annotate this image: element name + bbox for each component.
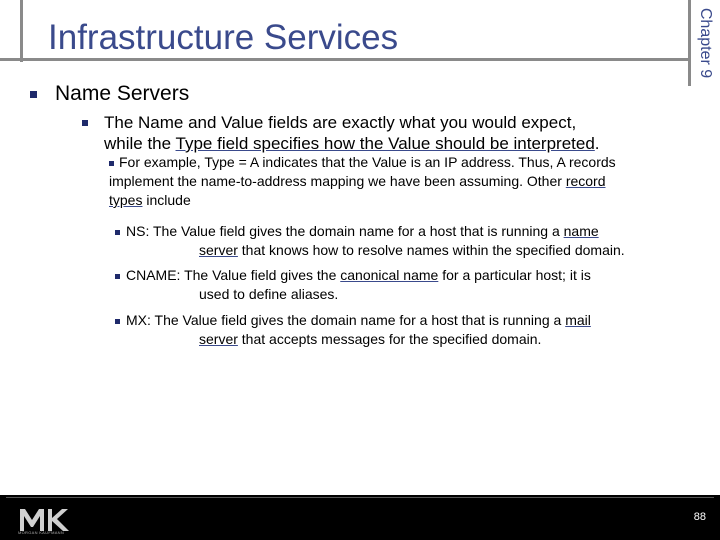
- ns-line1-pre: NS: The Value field gives the domain name for a host that is running a: [126, 223, 564, 239]
- mx-line1-pre: MX: The Value field gives the domain name for a host that is running a: [126, 312, 566, 328]
- bullet-level3: [109, 153, 699, 210]
- footer-bar: [0, 495, 720, 540]
- bullet-level3-line3-post: include: [142, 192, 191, 208]
- square-bullet-icon: [115, 230, 120, 235]
- name-link[interactable]: name: [563, 223, 599, 239]
- bullet-level2-line2-pre: while the: [104, 134, 176, 153]
- bullet-level3-line2-pre: implement the name-to-address mapping we have been assuming. Other: [109, 173, 566, 189]
- cname-line1-pre: CNAME: The Value field gives the: [126, 267, 341, 283]
- frame-horizontal-top: [0, 58, 690, 61]
- cname-item: [115, 266, 695, 304]
- bullet-level1-text: Name Servers: [55, 82, 190, 105]
- bullet-level1: [30, 82, 189, 106]
- bullet-level3-line1: For example, Type = A indicates that the Value is an IP address. Thus, A records: [119, 154, 616, 170]
- mx-line2-post: that accepts messages for the specified domain.: [237, 331, 542, 347]
- square-bullet-icon: [115, 274, 120, 279]
- square-bullet-icon: [30, 91, 37, 98]
- bullet-level2: [88, 112, 708, 154]
- mx-item: [115, 311, 695, 349]
- square-bullet-icon: [109, 161, 114, 166]
- cname-line1-post: for a particular host; it is: [438, 267, 591, 283]
- ns-item: [115, 222, 695, 260]
- chapter-tab: [691, 0, 720, 86]
- cname-line2: used to define aliases.: [199, 286, 339, 302]
- logo-subtext: MORGAN KAUFMANN: [18, 530, 65, 535]
- slide-title: Infrastructure Services: [48, 18, 399, 57]
- frame-vertical-left: [20, 0, 23, 62]
- mail-link[interactable]: mail: [565, 312, 591, 328]
- bullet-level2-line1: The Name and Value fields are exactly what you would expect,: [104, 113, 577, 132]
- bullet-level2-line2-post: .: [594, 134, 600, 153]
- footer-border: [6, 497, 714, 540]
- server-link[interactable]: server: [199, 242, 238, 258]
- square-bullet-icon: [82, 120, 88, 126]
- ns-line2-post: that knows how to resolve names within the specified domain.: [237, 242, 625, 258]
- mail-server-link[interactable]: server: [199, 331, 238, 347]
- type-field-link[interactable]: Type field specifies how the Value should be interpreted: [175, 134, 595, 153]
- types-link[interactable]: types: [109, 192, 143, 208]
- record-link[interactable]: record: [565, 173, 606, 189]
- page-number: 88: [693, 511, 706, 523]
- canonical-name-link[interactable]: canonical name: [340, 267, 439, 283]
- chapter-label: Chapter 9: [697, 7, 715, 79]
- square-bullet-icon: [115, 319, 120, 324]
